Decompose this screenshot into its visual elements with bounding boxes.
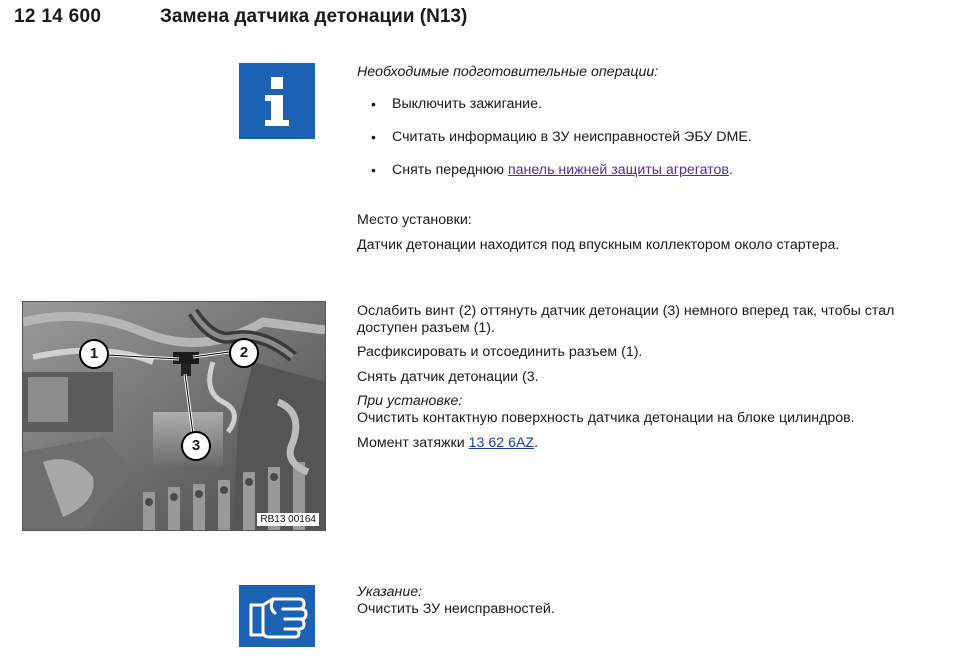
prep-item-3-text: Снять переднюю [392, 162, 508, 178]
install-text: Очистить контактную поверхность датчика детонации на блоке цилиндров. [357, 410, 855, 426]
figure-label: RB13 00164 [257, 513, 319, 526]
step-line-4: Снять датчик детонации (3. [357, 369, 539, 385]
torque-line [357, 435, 538, 452]
torque-spec-link[interactable]: 13 62 6AZ [468, 435, 535, 451]
location-heading: Место установки: [357, 212, 472, 228]
step-line-1: Ослабить винт (2) оттянуть датчик детонации (3) немного вперед так, чтобы стал [357, 303, 895, 319]
page-title: Замена датчика детонации (N13) [160, 6, 468, 27]
bullet-marker: • [371, 96, 376, 112]
callout-2: 2 [229, 338, 259, 368]
step-line-2: доступен разъем (1). [357, 320, 495, 336]
info-icon [239, 63, 315, 139]
torque-period: . [534, 435, 539, 451]
bullet-marker: • [371, 162, 376, 178]
prep-item-3-period: . [728, 162, 733, 178]
torque-label: Момент затяжки [357, 435, 469, 451]
callout-1: 1 [79, 339, 109, 369]
bullet-marker: • [371, 129, 376, 145]
engine-diagram [22, 301, 326, 531]
document-code: 12 14 600 [14, 6, 102, 27]
prep-item-3 [392, 162, 733, 179]
prep-heading: Необходимые подготовительные операции: [357, 64, 659, 80]
prep-item-2: Считать информацию в ЗУ неисправностей ЭБУ DME. [392, 129, 752, 145]
install-heading: При установке: [357, 393, 463, 409]
note-text: Очистить ЗУ неисправностей. [357, 601, 555, 617]
location-text: Датчик детонации находится под впускным коллектором около стартера. [357, 237, 840, 253]
lower-guard-panel-link[interactable]: панель нижней защиты агрегатов [507, 162, 729, 178]
engine-illustration [23, 302, 325, 530]
pointing-hand-icon [239, 585, 315, 647]
callout-3: 3 [181, 431, 211, 461]
note-heading: Указание: [357, 584, 423, 600]
prep-item-1: Выключить зажигание. [392, 96, 542, 112]
step-line-3: Расфиксировать и отсоединить разъем (1). [357, 344, 643, 360]
